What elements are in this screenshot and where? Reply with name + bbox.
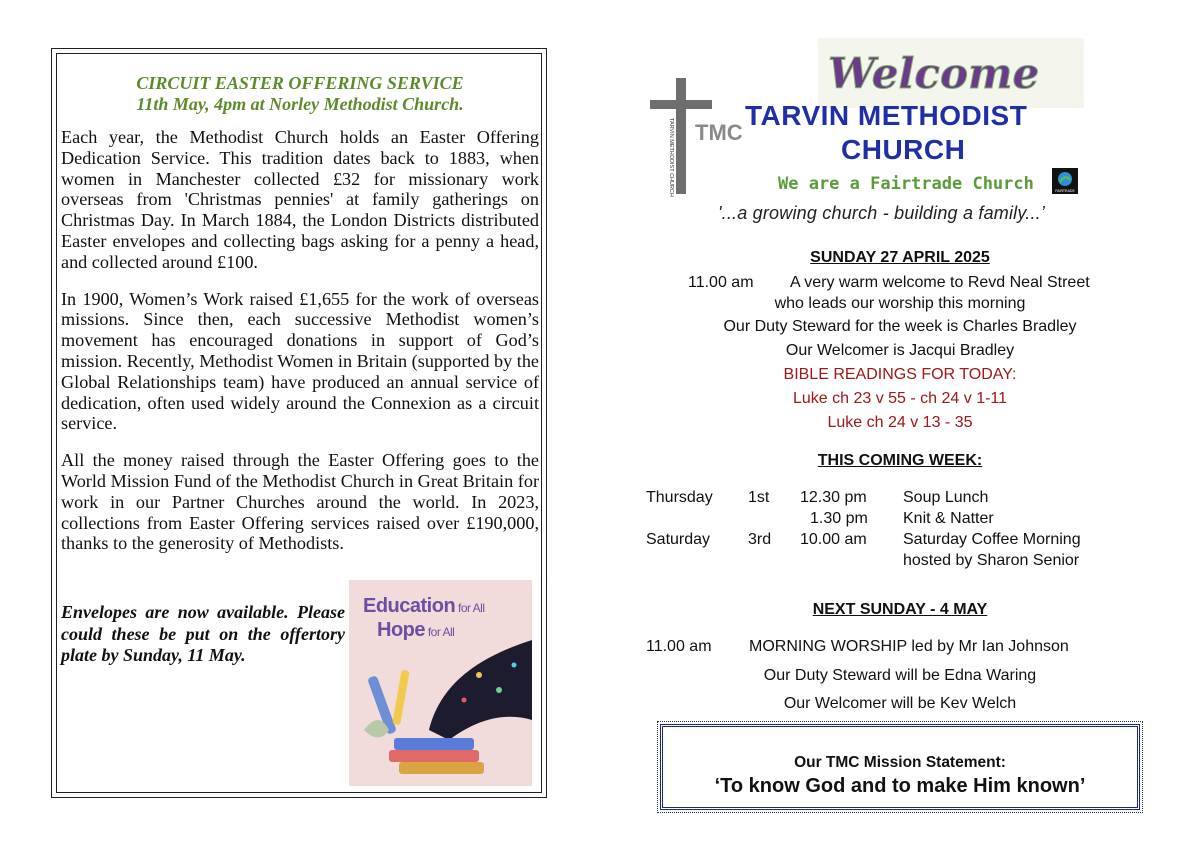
poster-illustration	[349, 580, 532, 786]
church-name-line1: TARVIN METHODIST	[745, 100, 1028, 131]
next-sunday-welcomer: Our Welcomer will be Kev Welch	[783, 695, 1017, 712]
mission-fund-paragraph: All the money raised through the Easter Offering goes to the World Mission Fund of the Methodist Church in Great Britain for work in our Partner Churches around the world. In 2023, collections from Easter Offering services raised over £190,000, thanks to the generosity of Methodists.	[61, 450, 539, 554]
week-row-3-day: Saturday	[646, 531, 711, 548]
next-sunday-service: MORNING WORSHIP led by Mr Ian Johnson	[749, 638, 1069, 655]
week-row-1-day: Thursday	[646, 489, 713, 506]
bible-reading-1: Luke ch 23 v 55 - ch 24 v 1-11	[792, 390, 1008, 407]
mission-statement-label: Our TMC Mission Statement:	[794, 754, 1006, 771]
poster-education-text: Education for All	[363, 595, 485, 617]
week-row-4-event: hosted by Sharon Senior	[903, 552, 1080, 569]
circuit-title	[61, 73, 539, 115]
week-row-3-time: 10.00 am	[800, 531, 867, 548]
history-paragraph: Each year, the Methodist Church holds an Easter Offering Dedication Service. This tradition dates back to 1883, when women in Manchester collected £32 for missionary work overseas from 'Christmas pennies' at family gatherings on Christmas Day. In March 1884, the London Districts distributed Easter envelopes and collecting bags asking for a penny a head, and collected around £100.	[61, 127, 539, 272]
church-name-line2: CHURCH	[841, 134, 966, 165]
fairtrade-statement: We are a Fairtrade Church	[778, 174, 1034, 194]
sunday-welcomer: Our Welcomer is Jacqui Bradley	[785, 342, 1015, 359]
sunday-time: 11.00 am	[688, 274, 754, 291]
coming-week-heading: THIS COMING WEEK:	[817, 452, 983, 469]
womens-work-paragraph: In 1900, Women’s Work raised £1,655 for the work of overseas missions. Since then, each successive Methodist women’s movement has encouraged donations in support of God’s mission. Recently, Methodist Women in Britain (supported by the Global Relationships team) have produced an annual service of dedication, often used widely around the Connexion as a circuit service.	[61, 288, 539, 434]
mission-statement-box	[660, 724, 1140, 810]
poster-hope-text: Hope for All	[377, 619, 455, 641]
mission-statement-text: ‘To know God and to make Him known’	[714, 775, 1086, 797]
next-sunday-steward: Our Duty Steward will be Edna Waring	[763, 667, 1037, 684]
logo-letters: TMC	[695, 120, 743, 145]
week-row-3-event: Saturday Coffee Morning	[903, 531, 1081, 548]
circuit-title-line2: 11th May, 4pm at Norley Methodist Church.	[136, 94, 464, 114]
week-row-1-event: Soup Lunch	[903, 489, 989, 506]
church-name	[745, 99, 1075, 167]
next-sunday-heading: NEXT SUNDAY - 4 MAY	[812, 601, 988, 618]
logo-vertical-text: TARVIN METHODIST CHURCH	[668, 118, 674, 197]
easter-offering-panel	[51, 48, 547, 798]
week-row-1-time: 12.30 pm	[800, 489, 867, 506]
sunday-welcome-line1: A very warm welcome to Revd Neal Street	[790, 274, 1090, 291]
fairtrade-icon	[1052, 168, 1078, 194]
circuit-title-line1: CIRCUIT EASTER OFFERING SERVICE	[136, 73, 464, 93]
sunday-heading: SUNDAY 27 APRIL 2025	[810, 249, 990, 266]
next-sunday-time: 11.00 am	[646, 638, 712, 655]
tmc-cross-logo	[646, 78, 743, 197]
week-row-2-time: 1.30 pm	[810, 510, 868, 527]
welcome-word: Welcome	[828, 49, 1040, 98]
bible-reading-2: Luke ch 24 v 13 - 35	[827, 414, 973, 431]
week-row-2-event: Knit & Natter	[903, 510, 994, 527]
easter-offering-text	[61, 73, 539, 554]
sunday-welcome-line2: who leads our worship this morning	[774, 295, 1026, 312]
week-row-1-date: 1st	[748, 489, 770, 506]
week-row-3-date: 3rd	[748, 531, 772, 548]
church-tagline: '...a growing church - building a family...’	[718, 203, 1046, 223]
bible-readings-heading: BIBLE READINGS FOR TODAY:	[783, 366, 1017, 383]
fairtrade-icon-label: FAIRTRADE	[1055, 189, 1075, 193]
envelopes-notice: Envelopes are now available. Please could these be put on the offertory plate by Sunday, 11 May.	[61, 602, 345, 665]
education-for-all-poster	[349, 580, 532, 786]
welcome-banner	[818, 38, 1084, 108]
sunday-duty-steward: Our Duty Steward for the week is Charles Bradley	[723, 318, 1077, 335]
